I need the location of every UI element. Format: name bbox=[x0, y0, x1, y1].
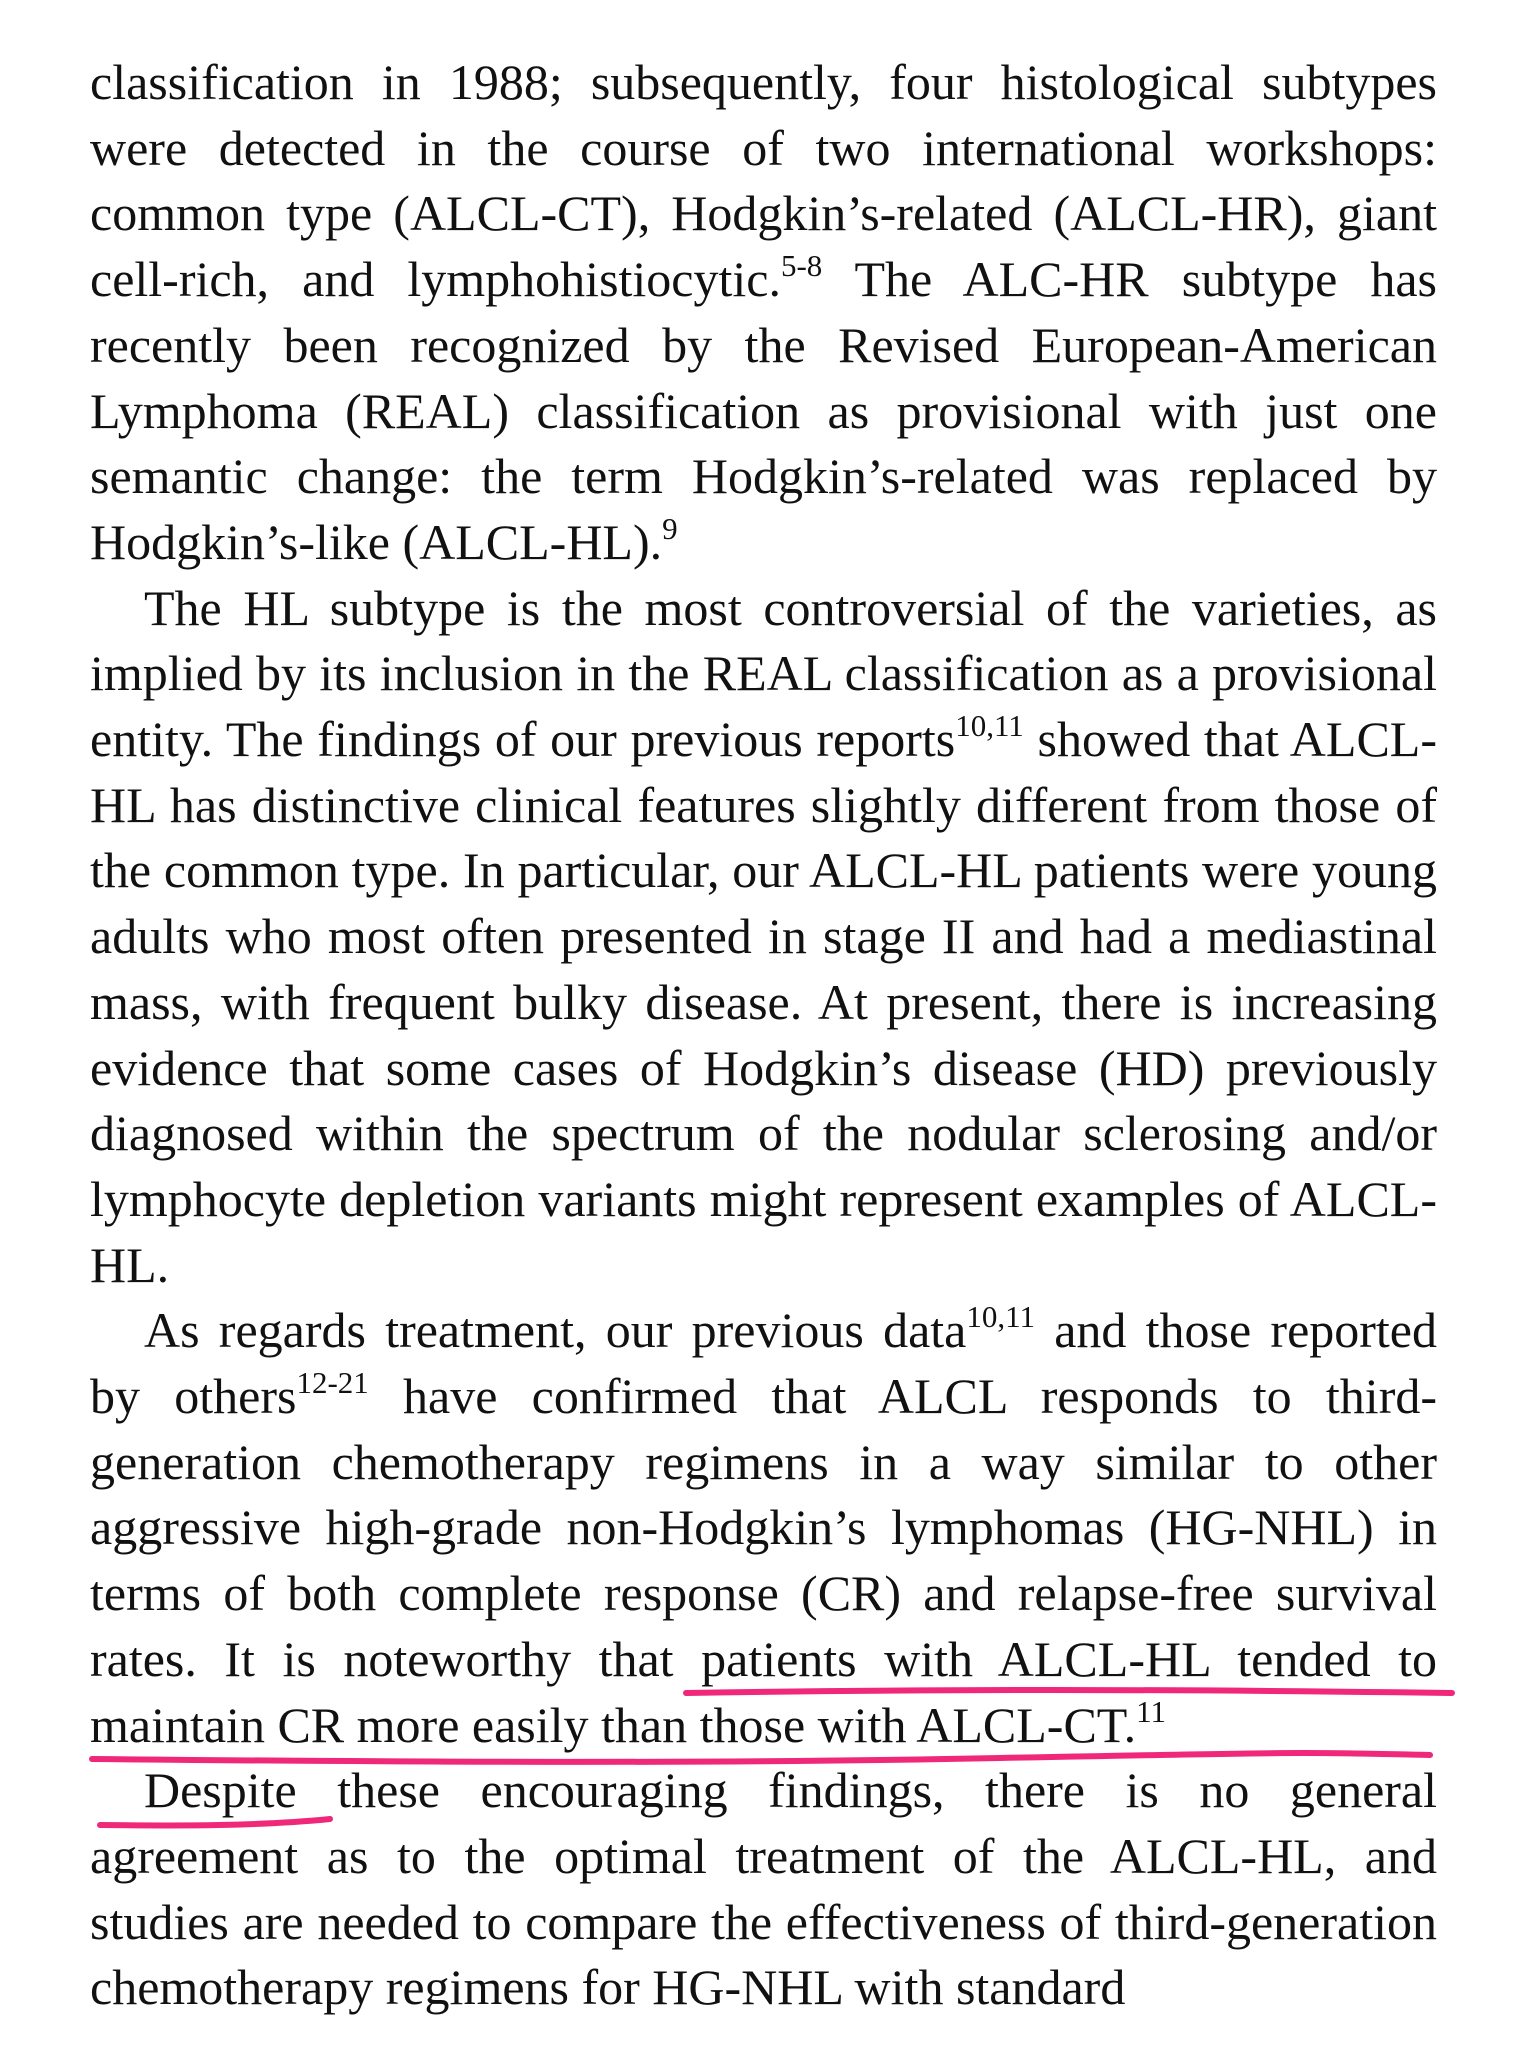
paragraph-1 bbox=[90, 50, 1437, 576]
paragraph-4 bbox=[90, 1758, 1437, 2021]
text-run: Despite these encouraging findings, there is no general agreement as to the optimal treatment of the ALCL-HL, and studies are needed to compare the effectiveness of third-generation chemotherapy regimens for HG-NHL with standard bbox=[90, 1762, 1437, 2016]
reference-superscript: 5-8 bbox=[780, 248, 823, 284]
paragraph-3 bbox=[90, 1298, 1437, 1758]
text-run: The HL subtype is the most controversial of the varieties, as implied by its inclusion in the REAL classification as a provisional entity. The findings of our previous reports bbox=[90, 579, 1437, 768]
text-run: classification in 1988; subsequently, four histological subtypes were detected in the course of two international workshops: common type (ALCL-CT), Hodgkin’s-related (ALCL-HR), giant cell-rich, and lymphohistiocytic. bbox=[90, 54, 1437, 308]
reference-superscript: 12-21 bbox=[296, 1365, 369, 1401]
reference-superscript: 9 bbox=[662, 510, 678, 546]
text-run: As regards treatment, our previous data bbox=[144, 1302, 967, 1359]
reference-superscript: 11 bbox=[1136, 1693, 1167, 1729]
text-run: and those reported by others bbox=[90, 1302, 1437, 1425]
reference-superscript: 10,11 bbox=[966, 1299, 1035, 1335]
underlined-highlight-sentence: It is noteworthy that patients with ALCL-HL tended to maintain CR more easily than those with ALCL-CT. bbox=[90, 1630, 1437, 1753]
text-run: showed that ALCL-HL has distinctive clinical features slightly different from those of the common type. In particular, our ALCL-HL patients were young adults who most often presented in stage II and had a mediastinal mass, with frequent bulky disease. At present, there is increasing evidence that some cases of Hodgkin’s disease (HD) previously diagnosed within the spectrum of the nodular sclerosing and/or lymphocyte depletion variants might represent examples of ALCL-HL. bbox=[90, 711, 1437, 1293]
text-run: have confirmed that ALCL responds to third-generation chemotherapy regimens in a way similar to other aggressive high-grade non-Hodgkin’s lymphomas (HG-NHL) in terms of both complete response (CR) and relapse-free survival rates. bbox=[90, 1368, 1437, 1687]
body-text-column bbox=[90, 50, 1437, 2021]
paragraph-2 bbox=[90, 576, 1437, 1299]
text-run: The ALC-HR subtype has recently been recognized by the Revised European-American Lymphoma (REAL) classification as provisional with just one semantic change: the term Hodgkin’s-related was replaced by Hodgkin’s-like (ALCL-HL). bbox=[90, 251, 1437, 570]
reference-superscript: 10,11 bbox=[955, 708, 1024, 744]
